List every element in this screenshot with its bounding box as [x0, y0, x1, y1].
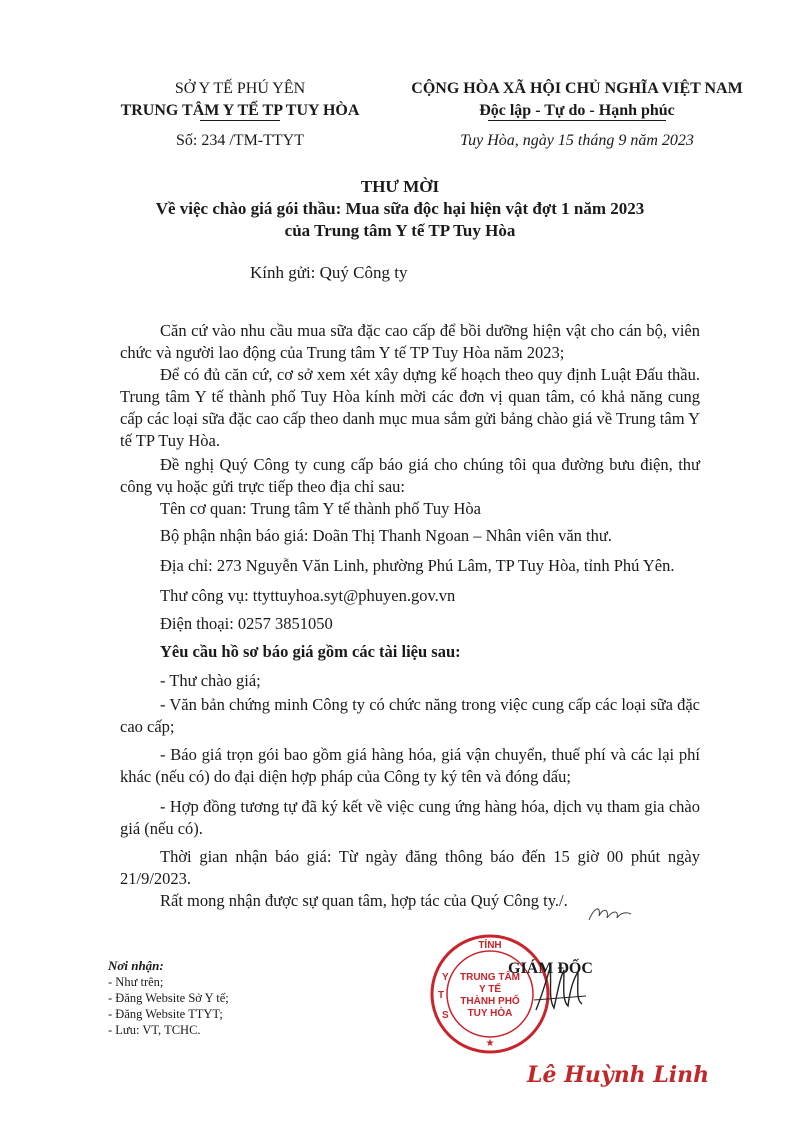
agency-line: Tên cơ quan: Trung tâm Y tế thành phố Tuy Hòa: [160, 499, 481, 518]
header-rule-right: [488, 120, 666, 121]
national-motto: Độc lập - Tự do - Hạnh phúc: [479, 102, 675, 119]
recipient-item: - Đăng Website TTYT;: [108, 1007, 223, 1021]
svg-text:THÀNH PHỐ: THÀNH PHỐ: [460, 996, 520, 1007]
svg-text:T: T: [438, 990, 445, 1001]
recipients-block: [108, 958, 229, 1038]
handwritten-signature-icon: [530, 960, 590, 1018]
closing-line: Rất mong nhận được sự quan tâm, hợp tác của Quý Công ty./.: [160, 891, 568, 910]
address-line: Địa chỉ: 273 Nguyễn Văn Linh, phường Phú Lâm, TP Tuy Hòa, tỉnh Phú Yên.: [160, 556, 675, 575]
svg-text:Y TẾ: Y TẾ: [478, 984, 502, 995]
receiver-line: Bộ phận nhận báo giá: Doãn Thị Thanh Ngoan – Nhân viên văn thư.: [160, 526, 612, 545]
initial-mark-icon: [585, 898, 635, 928]
svg-text:Y: Y: [442, 972, 449, 983]
paragraph-request: Đề nghị Quý Công ty cung cấp báo giá cho chúng tôi qua đường bưu điện, thư công vụ hoặc gửi trực tiếp theo địa chỉ sau:: [120, 455, 700, 496]
svg-text:★: ★: [485, 1038, 495, 1049]
header-rule-left: [200, 120, 280, 121]
greeting: Kính gửi: Quý Công ty: [250, 263, 408, 282]
email-line: Thư công vụ: ttyttuyhoa.syt@phuyen.gov.vn: [160, 586, 456, 605]
document-number: Số: 234 /TM-TTYT: [176, 132, 304, 149]
svg-text:TUY HÒA: TUY HÒA: [467, 1008, 513, 1019]
recipient-item: - Lưu: VT, TCHC.: [108, 1023, 201, 1037]
requirement-item: - Báo giá trọn gói bao gồm giá hàng hóa, giá vận chuyển, thuế phí và các lại phí khác (nếu có) do đại diện hợp pháp của Công ty ký tên và đóng dấu;: [120, 745, 700, 786]
country-name: CỘNG HÒA XÃ HỘI CHỦ NGHĨA VIỆT NAM: [411, 80, 743, 97]
svg-text:S: S: [442, 1010, 449, 1021]
department-name: SỞ Y TẾ PHÚ YÊN: [174, 80, 306, 97]
requirement-item: - Văn bản chứng minh Công ty có chức năng trong việc cung cấp các loại sữa đặc cao cấp;: [120, 695, 700, 736]
paragraph-invitation: Để có đủ căn cứ, cơ sở xem xét xây dựng kế hoạch theo quy định Luật Đấu thầu. Trung tâm Y tế thành phố Tuy Hòa kính mời các đơn vị quan tâm, có khả năng cung cấp các loại sữa đặc cao cấp theo danh mục mua sắm gửi bảng chào giá về Trung tâm Y tế TP Tuy Hòa.: [120, 365, 700, 450]
signer-title: GIÁM ĐỐC: [508, 960, 593, 977]
svg-text:TỈNH: TỈNH: [478, 940, 502, 951]
letter-title: [100, 176, 700, 242]
signer-name: Lê Huỳnh Linh: [527, 1062, 710, 1088]
paragraph-basis: Căn cứ vào nhu cầu mua sữa đặc cao cấp để bồi dưỡng hiện vật cho cán bộ, viên chức và người lao động của Trung tâm Y tế TP Tuy Hòa năm 2023;: [120, 321, 700, 362]
issuer-header: [95, 78, 385, 152]
requirement-item: - Hợp đồng tương tự đã ký kết về việc cung ứng hàng hóa, dịch vụ tham gia chào giá (nếu có).: [120, 797, 700, 838]
phone-line: Điện thoại: 0257 3851050: [160, 614, 333, 633]
place-date: Tuy Hòa, ngày 15 tháng 9 năm 2023: [460, 132, 694, 149]
title-subject-2: của Trung tâm Y tế TP Tuy Hòa: [284, 221, 516, 240]
center-name: TRUNG TÂM Y TẾ TP TUY HÒA: [120, 102, 360, 119]
requirement-item: - Thư chào giá;: [160, 671, 261, 690]
deadline-paragraph: Thời gian nhận báo giá: Từ ngày đăng thông báo đến 15 giờ 00 phút ngày 21/9/2023.: [120, 847, 700, 888]
recipients-title: Nơi nhận:: [108, 958, 164, 973]
title-heading: THƯ MỜI: [360, 177, 440, 196]
title-subject: Về việc chào giá gói thầu: Mua sữa độc hại hiện vật đợt 1 năm 2023: [155, 199, 645, 218]
recipient-item: - Như trên;: [108, 975, 164, 989]
svg-text:TRUNG TÂM: TRUNG TÂM: [460, 972, 520, 983]
recipient-item: - Đăng Website Sở Y tế;: [108, 991, 229, 1005]
national-header: [382, 78, 772, 152]
requirements-title: Yêu cầu hồ sơ báo giá gồm các tài liệu sau:: [160, 642, 461, 661]
